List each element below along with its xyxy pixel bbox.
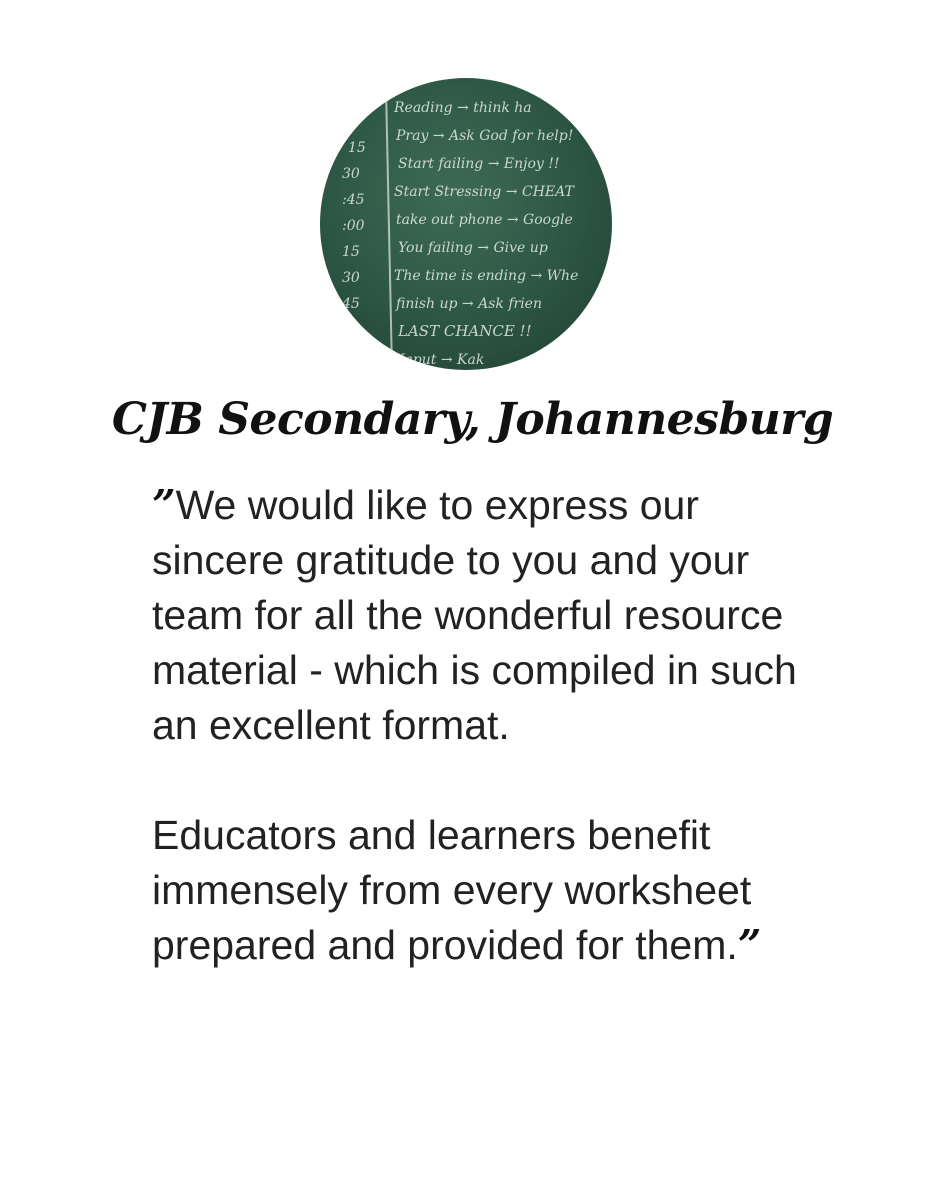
quote-paragraph-1 [152, 478, 812, 753]
chalk-line: Pray → Ask God for help! [396, 128, 574, 144]
chalk-time: :00 [342, 218, 365, 234]
open-quote-mark: ” [152, 481, 176, 529]
chalk-line: Start Stressing → CHEAT [394, 184, 574, 200]
chalk-line: LAST CHANCE !! [398, 322, 532, 340]
chalkboard-times [341, 140, 366, 312]
chalk-line: take out phone → Google [396, 212, 573, 228]
quote-paragraph-2 [152, 808, 812, 973]
chalk-time: 30 [342, 166, 360, 182]
chalkboard-illustration [320, 78, 612, 370]
chalk-time: 45 [342, 296, 360, 312]
quote-text-1: We would like to express our sincere gratitude to you and your team for all the wonderful resource material - which is compiled in such an excellent format. [152, 482, 797, 748]
chalk-line: You failing → Give up [398, 240, 548, 256]
quote-text-2: Educators and learners benefit immensely from every worksheet prepared and provided for them. [152, 812, 752, 968]
chalkboard-photo [320, 78, 612, 370]
testimonial-quote [152, 478, 812, 973]
school-name: CJB Secondary, Johannesburg [111, 394, 834, 445]
chalk-time: 30 [342, 270, 360, 286]
chalk-time: 15 [348, 140, 366, 156]
chalk-line: finish up → Ask frien [396, 296, 542, 312]
chalk-time: 15 [342, 244, 360, 260]
chalk-line: The time is ending → Whe [394, 268, 579, 284]
chalk-time: :45 [342, 192, 365, 208]
chalk-line: Start failing → Enjoy !! [398, 156, 560, 172]
close-quote-mark: ” [737, 921, 762, 969]
chalkboard-lines [393, 100, 578, 368]
chalk-line: Kaput → Kak [394, 352, 485, 368]
chalk-line: Reading → think ha [394, 100, 532, 116]
